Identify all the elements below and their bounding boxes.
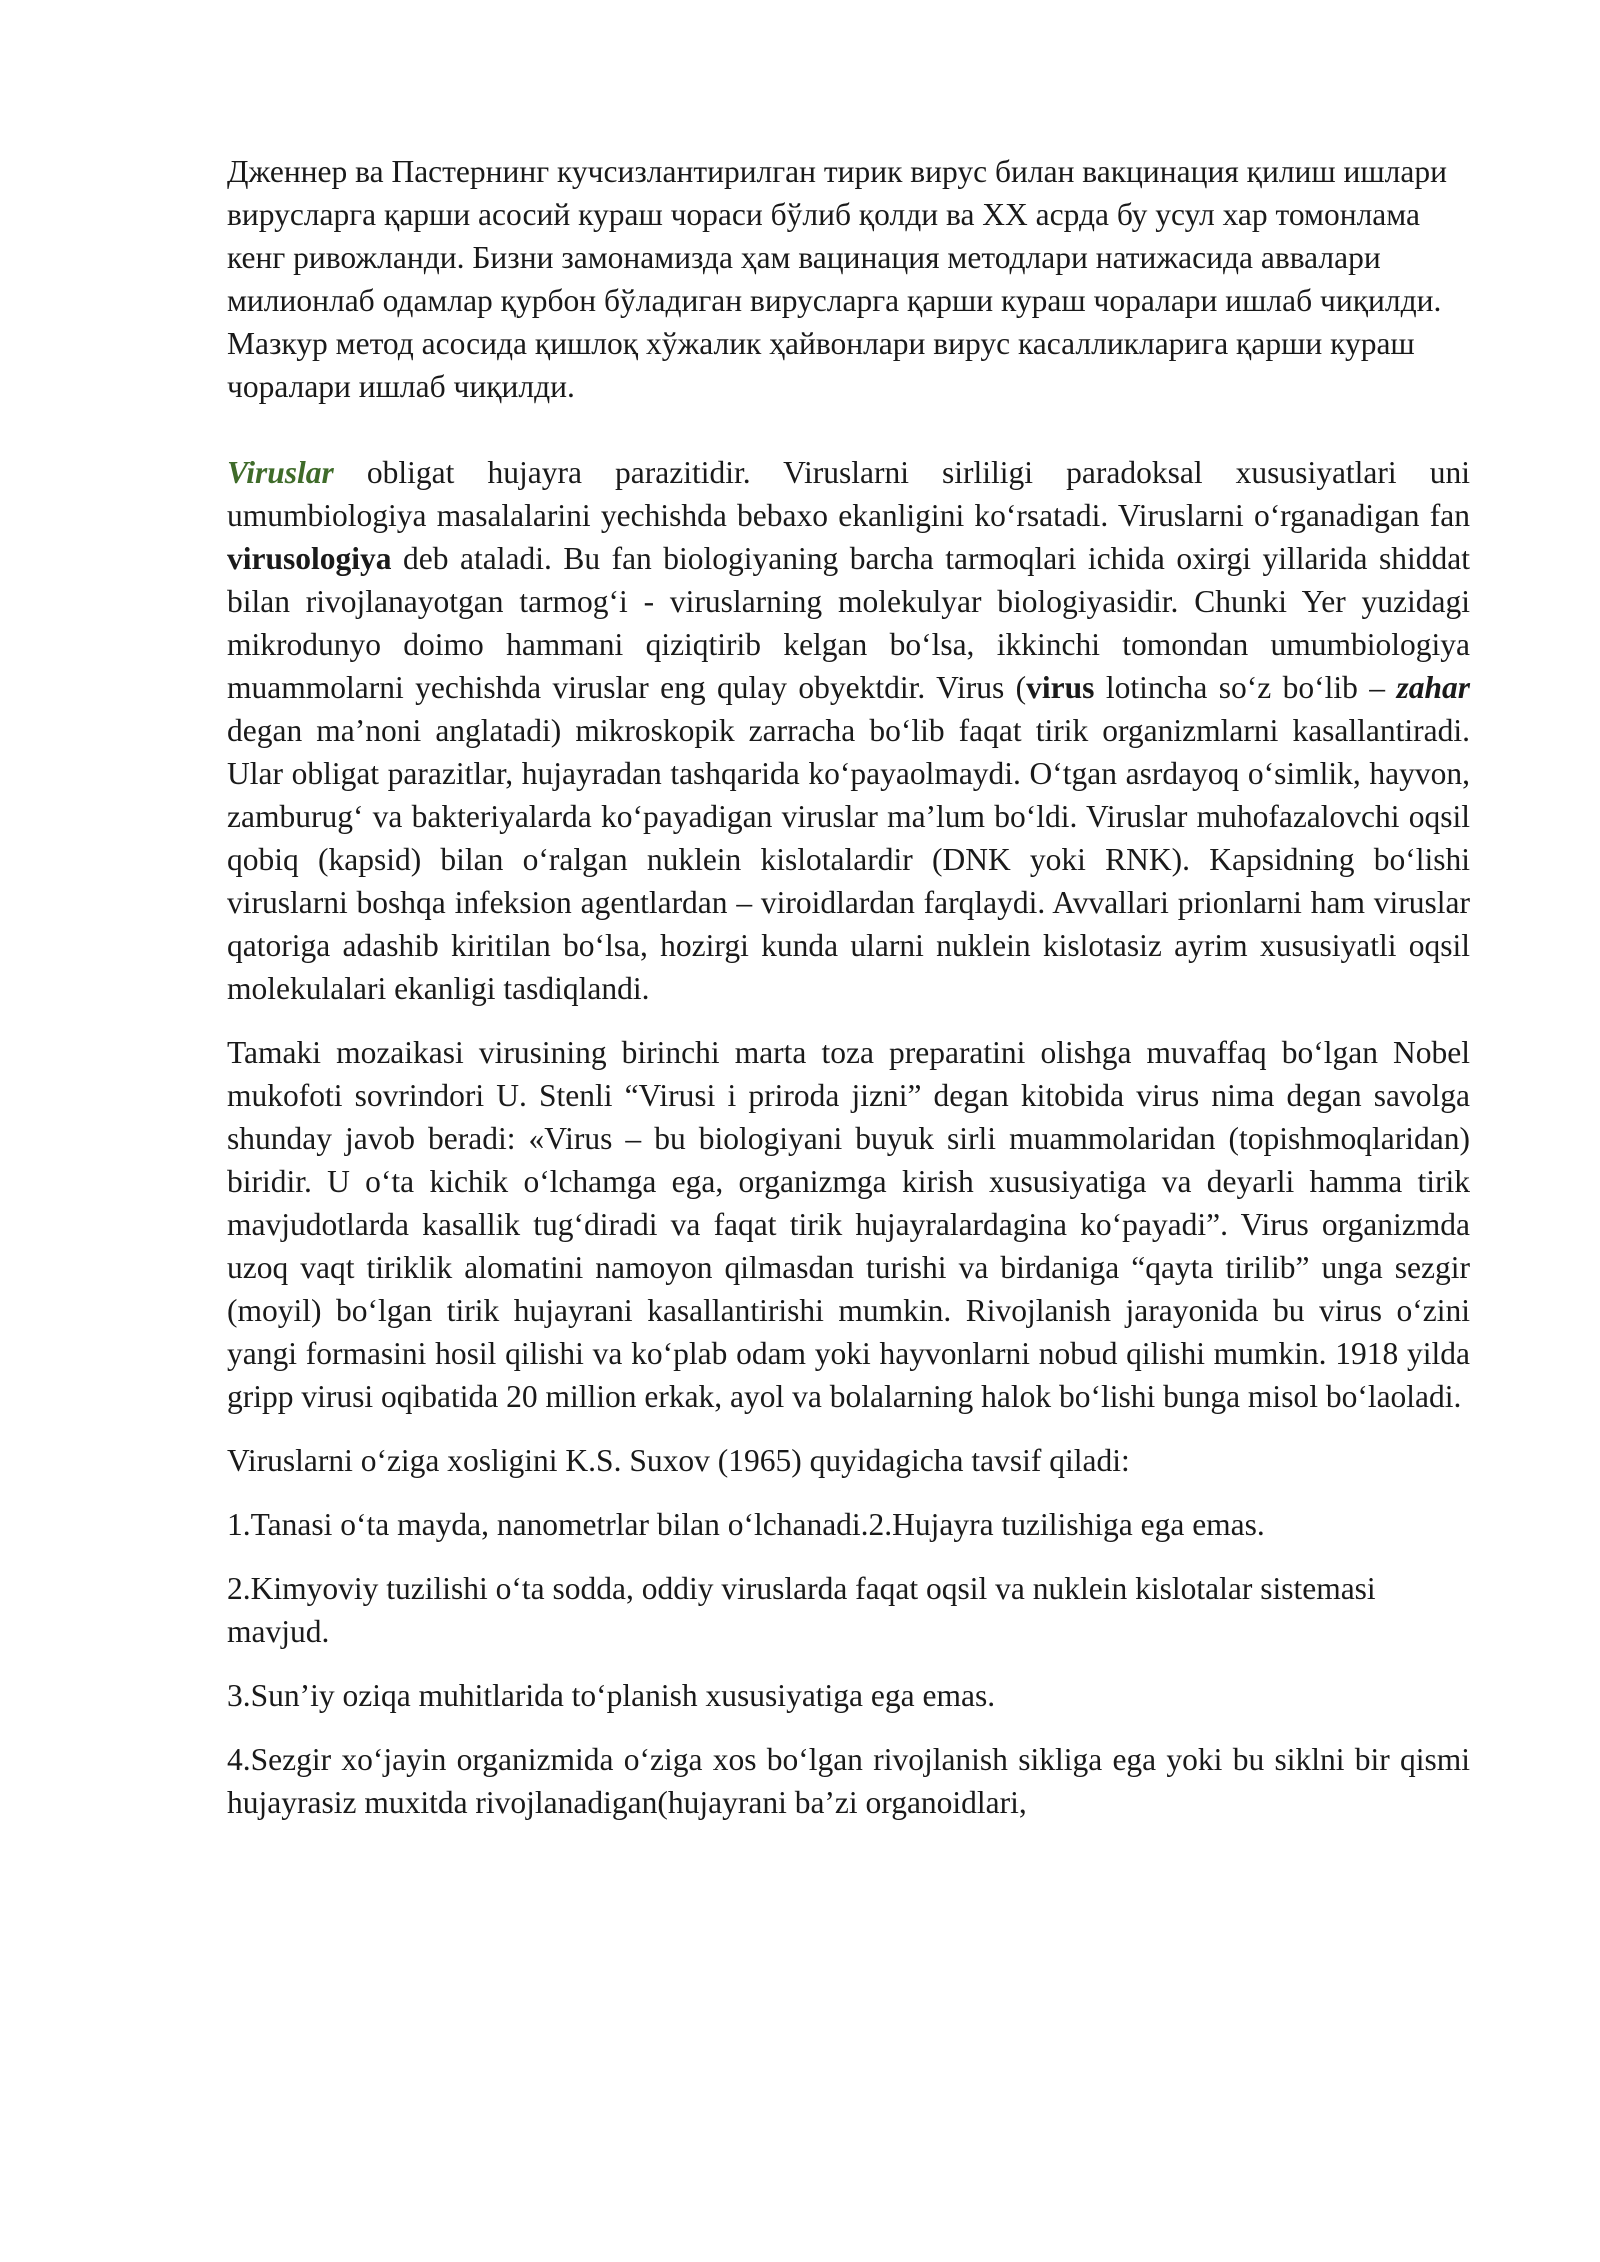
paragraph-text: degan ma’noni anglatadi) mikroskopik zarracha boʻlib faqat tirik organizmlarni kasallantiradi. Ular obligat parazitlar, hujayradan tashqarida koʻpayaolmaydi. Oʻtgan asrdayoq oʻsimlik, hayvon, zamburugʻ va bakteriyalarda koʻpayadigan viruslar ma’lum boʻldi. Viruslar muhofazalovchi oqsil qobiq (kapsid) bilan oʻralgan nuklein kislotalardir (DNK yoki RNK). Kapsidning boʻlishi viruslarni boshqa infeksion agentlardan – viroidlardan farqlaydi. Avvallari prionlarni ham viruslar qatoriga adashib kiritilan boʻlsa, hozirgi kunda ularni nuklein kislotasiz ayrim xususiyatli oqsil molekulalari ekanligi tasdiqlandi. xyxy=(227,713,1470,1006)
document-body xyxy=(227,150,1470,1824)
paragraph-text: obligat hujayra parazitidir. Viruslarni sirliligi paradoksal xususiyatlari uni umumbiologiya masalalarini yechishda bebaxo ekanligini koʻrsatadi. Viruslarni oʻrganadigan fan xyxy=(227,455,1470,533)
paragraph-stenli-quote: Tamaki mozaikasi virusining birinchi marta toza preparatini olishga muvaffaq boʻlgan Nobel mukofoti sovrindori U. Stenli “Virusi i priroda jizni” degan kitobida virus nima degan savolga shunday javob beradi: «Virus – bu biologiyani buyuk sirli muammolaridan (topishmoqlaridan) biridir. U oʻta kichik oʻlchamga ega, organizmga kirish xususiyatiga va deyarli hamma tirik mavjudotlarda kasallik tugʻdiradi va faqat tirik hujayralardagina koʻpayadi”. Virus organizmda uzoq vaqt tiriklik alomatini namoyon qilmasdan turishi va birdaniga “qayta tirilib” unga sezgir (moyil) boʻlgan tirik hujayrani kasallantirishi mumkin. Rivojlanish jarayonida bu virus oʻzini yangi formasini hosil qilishi va koʻplab odam yoki hayvonlarni nobud qilishi mumkin. 1918 yilda gripp virusi oqibatida 20 million erkak, ayol va bolalarning halok boʻlishi bunga misol boʻlaoladi. xyxy=(227,1035,1470,1414)
keyword-zahar: zahar xyxy=(1396,670,1470,705)
list-item: 1.Tanasi oʻta mayda, nanometrlar bilan oʻlchanadi.2.Hujayra tuzilishiga ega emas. xyxy=(227,1507,1265,1542)
list-item: 4.Sezgir xoʻjayin organizmida oʻziga xos boʻlgan rivojlanish sikliga ega yoki bu siklni bir qismi hujayrasiz muxitda rivojlanadigan(hujayrani ba’zi organoidlari, xyxy=(227,1742,1470,1820)
list-item: 3.Sun’iy oziqa muhitlarida toʻplanish xususiyatiga ega emas. xyxy=(227,1678,996,1713)
keyword-virus: virus xyxy=(1026,670,1095,705)
paragraph-text: lotincha soʻz boʻlib – xyxy=(1094,670,1397,705)
paragraph-jenner-pasteur: Дженнер ва Пастернинг кучсизлантирилган тирик вирус билан вакцинация қилиш ишлари вирусларга қарши асосий кураш чораси бўлиб қолди ва XX асрда бу усул хар томонлама кенг ривожланди. Бизни замонамизда ҳам вацинация методлари натижасида аввалари милионлаб одамлар қурбон бўладиган вирусларга қарши кураш чоралари ишлаб чиқилди. Мазкур метод асосида қишлоқ хўжалик ҳайвонлари вирус касалликларига қарши кураш чоралари ишлаб чиқилди. xyxy=(227,154,1447,404)
keyword-virusologiya: virusologiya xyxy=(227,541,392,576)
paragraph-text: deb ataladi. Bu fan biologiyaning barcha tarmoqlari ichida oxirgi yillarida shiddat bilan rivojlanayotgan tarmogʻi - viruslarning molekulyar biologiyasidir. Chunki Yer yuzidagi mikrodunyo doimo hammani qiziqtirib kelgan boʻlsa, ikkinchi tomondan umumbiologiya muammolarni yechishda viruslar eng qulay obyektdir. Virus ( xyxy=(227,541,1470,705)
list-item: 2.Kimyoviy tuzilishi oʻta sodda, oddiy viruslarda faqat oqsil va nuklein kislotalar sistemasi mavjud. xyxy=(227,1571,1376,1649)
paragraph-viruslar-definition xyxy=(227,451,1470,1010)
keyword-viruslar: Viruslar xyxy=(227,455,334,490)
paragraph-suxov-intro: Viruslarni oʻziga xosligini K.S. Suxov (1965) quyidagicha tavsif qiladi: xyxy=(227,1443,1130,1478)
